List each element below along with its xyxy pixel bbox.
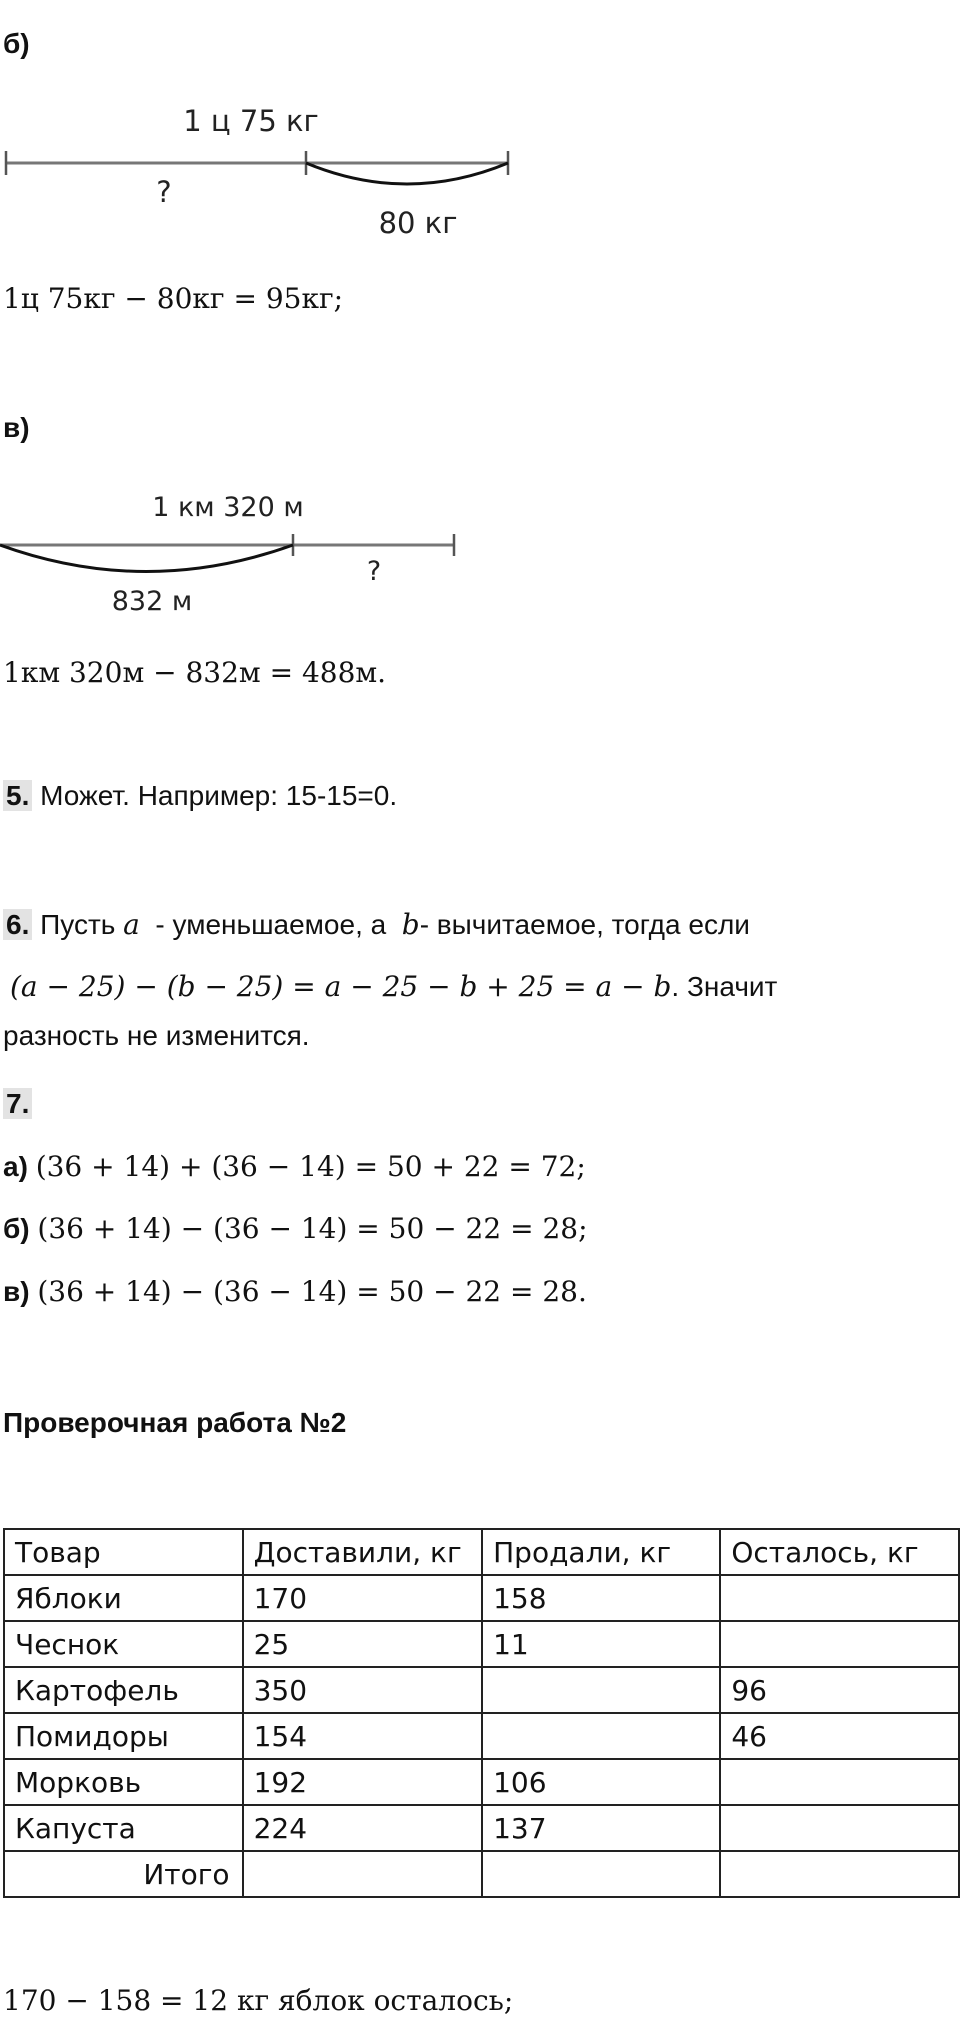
table-header-cell: Осталось, кг [720,1529,959,1575]
table-cell: 224 [243,1805,483,1851]
test-answer-line: 170 − 158 = 12 кг яблок осталось; [3,1984,514,2017]
task-7-item-v-label: в) [3,1276,30,1307]
table-row [4,1667,959,1713]
table-row [4,1759,959,1805]
table-cell: Чеснок [4,1621,243,1667]
table-total-label: Итого [4,1851,243,1897]
part-b-equation: 1ц 75кг − 80кг = 95кг; [3,282,344,315]
task-6-number: 6. [3,909,32,940]
table-cell: 350 [243,1667,483,1713]
task-7-item-a-label: а) [3,1151,28,1182]
table-cell: 170 [243,1575,483,1621]
task-7-item-v [3,1275,587,1308]
task-7-item-v-expr: (36 + 14) − (36 − 14) = 50 − 22 = 28. [37,1275,587,1308]
table-row [4,1713,959,1759]
table-row [4,1621,959,1667]
task-6-intro: Пусть [32,909,124,940]
task-6-line-2 [10,970,777,1003]
table-cell: Картофель [4,1667,243,1713]
task-7-item-b-expr: (36 + 14) − (36 − 14) = 50 − 22 = 28; [37,1212,588,1245]
task-7-item-a-expr: (36 + 14) + (36 − 14) = 50 + 22 = 72; [35,1150,586,1183]
task-6-tail: - вычитаемое, тогда если [419,909,750,940]
table-cell: 154 [243,1713,483,1759]
test-title: Проверочная работа №2 [3,1407,347,1438]
part-b-known-label: 80 кг [378,206,458,240]
task-5 [3,780,397,812]
table-cell: 192 [243,1759,483,1805]
table-cell: 106 [482,1759,720,1805]
table-cell [720,1805,959,1851]
table-cell: Морковь [4,1759,243,1805]
part-v-total-label: 1 км 320 м [152,492,304,523]
table-cell [720,1575,959,1621]
table-cell [482,1713,720,1759]
task-6-var-b: b [401,908,420,941]
task-6-formula: (a − 25) − (b − 25) = a − 25 − b + 25 = a − b [10,970,672,1003]
table-cell: 158 [482,1575,720,1621]
part-v-equation: 1км 320м − 832м = 488м. [3,656,387,689]
task-6-conclusion: разность не изменится. [3,1020,310,1051]
table-row [4,1805,959,1851]
part-v-known-label: 832 м [111,586,193,617]
table-cell [720,1759,959,1805]
table-cell: 11 [482,1621,720,1667]
task-5-text: Может. Например: 15-15=0. [32,780,398,811]
table-cell: Помидоры [4,1713,243,1759]
task-7-item-a [3,1150,586,1183]
table-header-cell: Товар [4,1529,243,1575]
task-6-mid: - уменьшаемое, а [139,909,402,940]
table-cell: Яблоки [4,1575,243,1621]
part-v-diagram [0,480,520,630]
table-header-row [4,1529,959,1575]
table-cell [720,1621,959,1667]
table-cell: 137 [482,1805,720,1851]
task-5-number: 5. [3,780,32,811]
table-cell: 25 [243,1621,483,1667]
task-6-line-1 [3,908,750,941]
table-row [4,1575,959,1621]
table-cell [720,1851,959,1897]
table-cell [243,1851,483,1897]
part-b-diagram [0,85,520,255]
part-b-total-label: 1 ц 75 кг [183,104,319,138]
table-cell: 96 [720,1667,959,1713]
task-7-item-b-label: б) [3,1213,30,1244]
task-7-number: 7. [3,1088,32,1119]
goods-table [3,1528,960,1898]
task-6-after-formula: . Значит [671,971,778,1002]
table-cell: Капуста [4,1805,243,1851]
table-cell: 46 [720,1713,959,1759]
task-7-header [3,1088,32,1120]
table-header-cell: Доставили, кг [243,1529,483,1575]
task-7-item-b [3,1212,588,1245]
part-b-unknown-label: ? [156,175,172,209]
part-v-label: в) [3,412,30,443]
table-cell [482,1667,720,1713]
task-6-var-a: a [123,908,140,941]
table-cell [482,1851,720,1897]
table-total-row [4,1851,959,1897]
table-header-cell: Продали, кг [482,1529,720,1575]
part-b-label: б) [3,28,30,59]
part-v-unknown-label: ? [366,556,382,587]
